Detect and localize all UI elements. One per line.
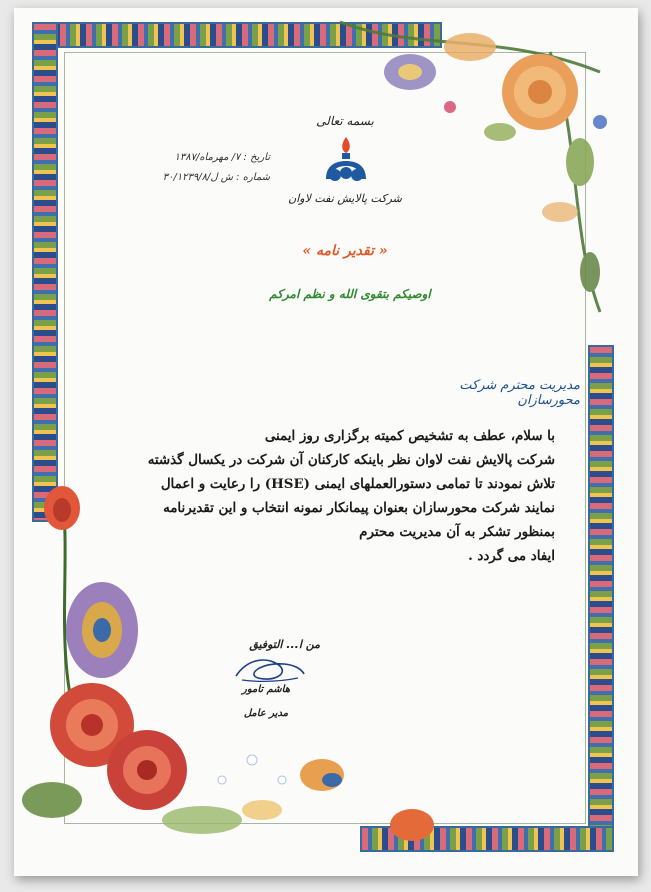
oil-refinery-logo-icon bbox=[320, 135, 372, 187]
company-name: شرکت پالایش نفت لاوان bbox=[288, 192, 402, 205]
body-line: نمایند شرکت محورسازان بعنوان پیمانکار نمونه انتخاب و این تقدیرنامه bbox=[163, 500, 555, 516]
number-label: شماره : ش ل/۳۰/۱۲۳۹/۸ bbox=[162, 172, 270, 183]
salutation: مدیریت محترم شرکت محورسازان bbox=[459, 378, 580, 408]
body-line: تلاش نمودند تا تمامی دستورالعملهای ایمنی (HSE) را رعایت و اعمال bbox=[160, 476, 555, 492]
motto-text: اوصیکم بتقوی الله و نظم امرکم bbox=[269, 287, 431, 301]
document-title: « تقدیر نامه » bbox=[302, 243, 388, 259]
handwritten-signature bbox=[228, 652, 308, 686]
closing-text: من ا... التوفیق bbox=[249, 638, 320, 651]
signer-role: مدیر عامل bbox=[243, 708, 289, 719]
date-label: تاریخ : ۷/ مهرماه/۱۳۸۷ bbox=[174, 152, 270, 163]
letter-body bbox=[115, 424, 555, 568]
body-line: ایفاد می گردد . bbox=[468, 548, 555, 564]
signer-name: هاشم تامور bbox=[241, 684, 291, 695]
body-line: بمنظور تشکر به آن مدیریت محترم bbox=[359, 524, 555, 540]
body-line: با سلام، عطف به تشخیص کمیته برگزاری روز ایمنی bbox=[264, 428, 555, 444]
ornamental-border-left bbox=[32, 22, 58, 522]
invocation-text: بسمه تعالی bbox=[316, 114, 374, 128]
body-line: شرکت پالایش نفت لاوان نظر باینکه کارکنان آن شرکت در یکسال گذشته bbox=[147, 452, 555, 468]
ornamental-border-right bbox=[588, 345, 614, 850]
